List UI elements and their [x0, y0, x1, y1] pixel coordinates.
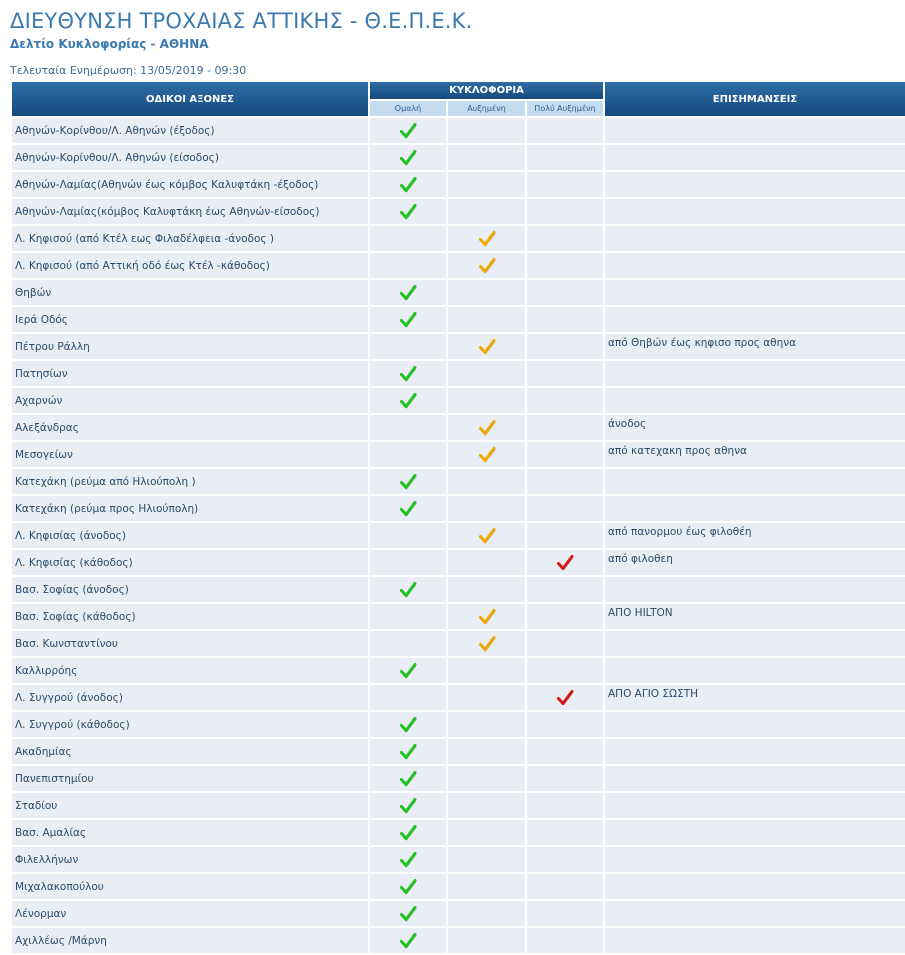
traffic-level-cell — [370, 550, 446, 575]
road-name: Θηβών — [12, 280, 368, 305]
road-name: Λ. Κηφισού (από Κτέλ εως Φιλαδέλφεια -άνοδος ) — [12, 226, 368, 251]
note-cell: από πανορμου έως φιλοθέη — [605, 523, 905, 548]
traffic-level-cell — [448, 172, 525, 197]
note-cell — [605, 658, 905, 683]
checkmark-icon — [478, 257, 496, 275]
traffic-level-cell — [527, 145, 603, 170]
page-subtitle: Δελτίο Κυκλοφορίας - ΑΘΗΝΑ — [10, 37, 209, 51]
traffic-level-cell — [448, 631, 525, 656]
note-cell — [605, 874, 905, 899]
traffic-level-cell — [370, 604, 446, 629]
header-traffic: ΚΥΚΛΟΦΟΡΙΑ — [370, 82, 603, 99]
table-row — [12, 253, 905, 278]
checkmark-icon — [399, 743, 417, 761]
traffic-level-cell — [370, 469, 446, 494]
traffic-level-cell — [448, 226, 525, 251]
road-name: Μεσογείων — [12, 442, 368, 467]
table-row — [12, 874, 905, 899]
table-row — [12, 172, 905, 197]
road-name: Βασ. Σοφίας (άνοδος) — [12, 577, 368, 602]
checkmark-icon — [399, 284, 417, 302]
note-cell — [605, 712, 905, 737]
traffic-level-cell — [448, 307, 525, 332]
road-name: Βασ. Αμαλίας — [12, 820, 368, 845]
checkmark-icon — [399, 932, 417, 950]
traffic-level-cell — [448, 334, 525, 359]
traffic-level-cell — [527, 820, 603, 845]
checkmark-icon — [399, 581, 417, 599]
road-name: Λ. Συγγρού (άνοδος) — [12, 685, 368, 710]
traffic-level-cell — [448, 496, 525, 521]
traffic-level-cell — [448, 253, 525, 278]
table-row — [12, 577, 905, 602]
checkmark-icon — [399, 311, 417, 329]
traffic-level-cell — [370, 334, 446, 359]
table-row — [12, 415, 905, 440]
note-cell — [605, 118, 905, 143]
table-row — [12, 334, 905, 359]
header-level-increased: Αυξημένη — [448, 101, 525, 116]
note-cell — [605, 199, 905, 224]
road-name: Μιχαλακοπούλου — [12, 874, 368, 899]
traffic-level-cell — [370, 739, 446, 764]
traffic-level-cell — [370, 172, 446, 197]
traffic-level-cell — [370, 496, 446, 521]
traffic-level-cell — [370, 388, 446, 413]
traffic-level-cell — [448, 685, 525, 710]
traffic-level-cell — [448, 469, 525, 494]
traffic-level-cell — [370, 901, 446, 926]
note-cell: άνοδος — [605, 415, 905, 440]
note-cell: ΑΠΟ HILTON — [605, 604, 905, 629]
table-row — [12, 847, 905, 872]
traffic-level-cell — [527, 280, 603, 305]
checkmark-icon — [399, 824, 417, 842]
road-name: Βασ. Σοφίας (κάθοδος) — [12, 604, 368, 629]
checkmark-icon — [399, 851, 417, 869]
table-row — [12, 226, 905, 251]
checkmark-icon — [478, 608, 496, 626]
traffic-level-cell — [527, 658, 603, 683]
table-row — [12, 496, 905, 521]
table-row — [12, 712, 905, 737]
note-cell — [605, 361, 905, 386]
table-row — [12, 388, 905, 413]
checkmark-icon — [478, 338, 496, 356]
note-cell: από φιλοθεη — [605, 550, 905, 575]
road-name: Αθηνών-Λαμίας(Αθηνών έως κόμβος Καλυφτάκη -έξοδος) — [12, 172, 368, 197]
table-row — [12, 604, 905, 629]
note-cell — [605, 631, 905, 656]
note-cell — [605, 145, 905, 170]
traffic-level-cell — [448, 928, 525, 953]
checkmark-icon — [478, 419, 496, 437]
note-cell: από κατεχακη προς αθηνα — [605, 442, 905, 467]
table-row — [12, 631, 905, 656]
checkmark-icon — [399, 770, 417, 788]
checkmark-icon — [399, 500, 417, 518]
traffic-level-cell — [527, 685, 603, 710]
road-name: Αθηνών-Λαμίας(κόμβος Καλυφτάκη έως Αθηνών-είσοδος) — [12, 199, 368, 224]
road-name: Λ. Κηφισού (από Αττική οδό έως Κτέλ -κάθοδος) — [12, 253, 368, 278]
table-row — [12, 442, 905, 467]
header-notes: ΕΠΙΣΗΜΑΝΣΕΙΣ — [605, 82, 905, 116]
traffic-level-cell — [370, 631, 446, 656]
checkmark-icon — [399, 122, 417, 140]
traffic-level-cell — [370, 928, 446, 953]
road-name: Καλλιρρόης — [12, 658, 368, 683]
traffic-level-cell — [527, 388, 603, 413]
traffic-level-cell — [448, 577, 525, 602]
checkmark-icon — [399, 365, 417, 383]
traffic-level-cell — [448, 199, 525, 224]
traffic-level-cell — [527, 496, 603, 521]
traffic-level-cell — [527, 334, 603, 359]
traffic-level-cell — [370, 658, 446, 683]
traffic-level-cell — [370, 712, 446, 737]
traffic-level-cell — [448, 712, 525, 737]
traffic-level-cell — [527, 226, 603, 251]
note-cell: ΑΠΟ ΑΓΙΟ ΣΩΣΤΗ — [605, 685, 905, 710]
traffic-level-cell — [448, 793, 525, 818]
table-row — [12, 658, 905, 683]
traffic-level-cell — [527, 847, 603, 872]
traffic-level-cell — [527, 901, 603, 926]
checkmark-icon — [399, 905, 417, 923]
note-cell — [605, 469, 905, 494]
traffic-level-cell — [448, 739, 525, 764]
traffic-level-cell — [370, 280, 446, 305]
note-cell — [605, 766, 905, 791]
traffic-level-cell — [448, 523, 525, 548]
traffic-level-cell — [370, 415, 446, 440]
table-row — [12, 307, 905, 332]
traffic-level-cell — [527, 172, 603, 197]
table-row — [12, 469, 905, 494]
traffic-level-cell — [527, 118, 603, 143]
note-cell — [605, 820, 905, 845]
traffic-level-cell — [370, 442, 446, 467]
road-name: Ιερά Οδός — [12, 307, 368, 332]
note-cell — [605, 901, 905, 926]
table-row — [12, 523, 905, 548]
note-cell — [605, 253, 905, 278]
road-name: Πατησίων — [12, 361, 368, 386]
traffic-level-cell — [370, 145, 446, 170]
traffic-level-cell — [448, 550, 525, 575]
note-cell — [605, 793, 905, 818]
page-title: ΔΙΕΥΘΥΝΣΗ ΤΡΟΧΑΙΑΣ ΑΤΤΙΚΗΣ - Θ.Ε.Π.Ε.Κ. — [10, 9, 473, 33]
traffic-level-cell — [370, 199, 446, 224]
traffic-level-cell — [448, 658, 525, 683]
traffic-level-cell — [370, 874, 446, 899]
note-cell — [605, 496, 905, 521]
checkmark-icon — [478, 635, 496, 653]
road-name: Κατεχάκη (ρεύμα προς Ηλιούπολη) — [12, 496, 368, 521]
traffic-level-cell — [370, 307, 446, 332]
checkmark-icon — [399, 797, 417, 815]
traffic-level-cell — [370, 766, 446, 791]
traffic-level-cell — [527, 766, 603, 791]
header-level-normal: Ομαλή — [370, 101, 446, 116]
checkmark-icon — [556, 554, 574, 572]
road-name: Αθηνών-Κορίνθου/Λ. Αθηνών (είσοδος) — [12, 145, 368, 170]
road-name: Πέτρου Ράλλη — [12, 334, 368, 359]
checkmark-icon — [478, 230, 496, 248]
traffic-level-cell — [370, 577, 446, 602]
road-name: Σταδίου — [12, 793, 368, 818]
traffic-level-cell — [527, 253, 603, 278]
traffic-level-cell — [448, 388, 525, 413]
traffic-level-cell — [448, 901, 525, 926]
last-update: Τελευταία Ενημέρωση: 13/05/2019 - 09:30 — [10, 64, 247, 77]
note-cell — [605, 172, 905, 197]
traffic-level-cell — [527, 604, 603, 629]
table-row — [12, 550, 905, 575]
table-row — [12, 820, 905, 845]
road-name: Λ. Κηφισίας (κάθοδος) — [12, 550, 368, 575]
checkmark-icon — [399, 203, 417, 221]
traffic-level-cell — [527, 577, 603, 602]
traffic-level-cell — [448, 145, 525, 170]
note-cell — [605, 739, 905, 764]
traffic-level-cell — [527, 739, 603, 764]
road-name: Αχιλλέως /Μάρνη — [12, 928, 368, 953]
note-cell — [605, 226, 905, 251]
traffic-level-cell — [448, 766, 525, 791]
checkmark-icon — [399, 176, 417, 194]
traffic-level-cell — [527, 874, 603, 899]
note-cell: από Θηβών έως κηφισο προς αθηνα — [605, 334, 905, 359]
traffic-level-cell — [448, 280, 525, 305]
note-cell — [605, 847, 905, 872]
table-row — [12, 793, 905, 818]
road-name: Πανεπιστημίου — [12, 766, 368, 791]
traffic-level-cell — [527, 361, 603, 386]
traffic-level-cell — [527, 928, 603, 953]
checkmark-icon — [399, 392, 417, 410]
traffic-level-cell — [448, 604, 525, 629]
traffic-level-cell — [527, 199, 603, 224]
traffic-level-cell — [527, 307, 603, 332]
note-cell — [605, 307, 905, 332]
table-row — [12, 739, 905, 764]
road-name: Αχαρνών — [12, 388, 368, 413]
traffic-level-cell — [448, 874, 525, 899]
traffic-level-cell — [527, 631, 603, 656]
traffic-level-cell — [448, 847, 525, 872]
road-name: Ακαδημίας — [12, 739, 368, 764]
road-name: Λ. Κηφισίας (άνοδος) — [12, 523, 368, 548]
table-row — [12, 766, 905, 791]
table-row — [12, 361, 905, 386]
traffic-level-cell — [527, 712, 603, 737]
traffic-level-cell — [370, 820, 446, 845]
checkmark-icon — [399, 149, 417, 167]
table-row — [12, 118, 905, 143]
table-row — [12, 928, 905, 953]
header-roads: ΟΔΙΚΟΙ ΑΞΟΝΕΣ — [12, 82, 368, 116]
table-row — [12, 901, 905, 926]
traffic-table — [10, 80, 905, 955]
traffic-level-cell — [527, 793, 603, 818]
checkmark-icon — [478, 527, 496, 545]
traffic-level-cell — [527, 523, 603, 548]
traffic-level-cell — [370, 793, 446, 818]
table-body — [12, 118, 905, 953]
traffic-level-cell — [448, 442, 525, 467]
road-name: Λένορμαν — [12, 901, 368, 926]
traffic-level-cell — [370, 847, 446, 872]
note-cell — [605, 928, 905, 953]
checkmark-icon — [478, 446, 496, 464]
traffic-level-cell — [370, 226, 446, 251]
traffic-level-cell — [527, 469, 603, 494]
note-cell — [605, 577, 905, 602]
table-row — [12, 685, 905, 710]
checkmark-icon — [399, 716, 417, 734]
traffic-level-cell — [370, 523, 446, 548]
traffic-level-cell — [527, 442, 603, 467]
checkmark-icon — [399, 473, 417, 491]
traffic-level-cell — [370, 361, 446, 386]
table-row — [12, 280, 905, 305]
road-name: Κατεχάκη (ρεύμα από Ηλιούπολη ) — [12, 469, 368, 494]
header-level-very-increased: Πολύ Αυξημένη — [527, 101, 603, 116]
road-name: Λ. Συγγρού (κάθοδος) — [12, 712, 368, 737]
traffic-level-cell — [370, 685, 446, 710]
table-row — [12, 145, 905, 170]
traffic-level-cell — [448, 415, 525, 440]
traffic-level-cell — [448, 820, 525, 845]
road-name: Φιλελλήνων — [12, 847, 368, 872]
traffic-level-cell — [448, 118, 525, 143]
traffic-level-cell — [448, 361, 525, 386]
road-name: Αθηνών-Κορίνθου/Λ. Αθηνών (έξοδος) — [12, 118, 368, 143]
checkmark-icon — [399, 662, 417, 680]
note-cell — [605, 280, 905, 305]
road-name: Βασ. Κωνσταντίνου — [12, 631, 368, 656]
note-cell — [605, 388, 905, 413]
traffic-level-cell — [527, 415, 603, 440]
checkmark-icon — [399, 878, 417, 896]
traffic-level-cell — [370, 118, 446, 143]
traffic-level-cell — [527, 550, 603, 575]
table-row — [12, 199, 905, 224]
road-name: Αλεξάνδρας — [12, 415, 368, 440]
traffic-level-cell — [370, 253, 446, 278]
checkmark-icon — [556, 689, 574, 707]
